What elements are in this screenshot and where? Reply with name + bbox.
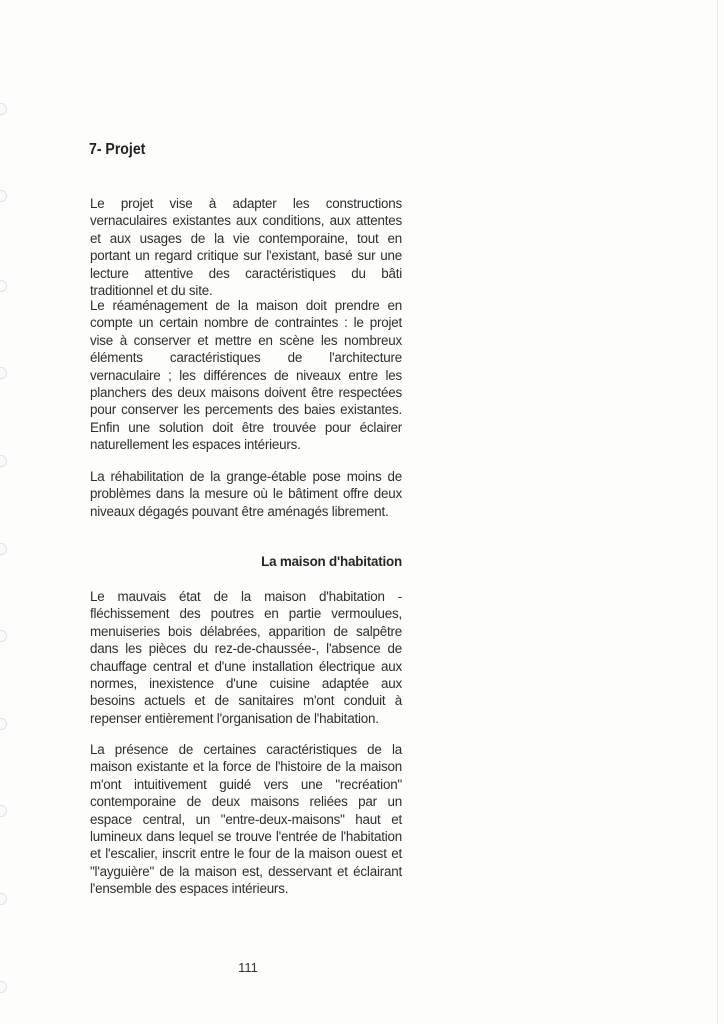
paragraph-barn: La réhabilitation de la grange-étable pose moins de problèmes dans la mesure où le bâtiment offre deux niveaux dégagés pouvant être aménagés librement. [90,469,402,519]
paragraph-constraints: Le réaménagement de la maison doit prendre en compte un certain nombre de contraintes : le projet vise à conserver et mettre en scène les nombreux éléments caractéristiques de l'architecture vernaculaire ; les différences de niveaux entre les planchers des deux maisons doivent être respectées pour conserver les percements des baies existantes. Enfin une solution doit être trouvée pour éclairer naturellement les espaces intérieurs. [90,298,402,453]
page-number: 111 [238,960,258,975]
binder-hole-mark [0,543,7,555]
binder-hole-mark [0,455,7,467]
binder-hole-mark [0,280,7,292]
subsection-heading: La maison d'habitation [261,554,402,569]
binder-hole-mark [0,805,7,817]
paragraph-house-condition: Le mauvais état de la maison d'habitation -fléchissement des poutres en partie vermoulues, menuiseries bois délabrées, apparition de salpêtre dans les pièces du rez-de-chaussée-, l'absence de chauffage central et d'une installation électrique aux normes, inexistence d'une cuisine adaptée aux besoins actuels et de sanitaires m'ont conduit à repenser entièrement l'organisation de l'habitation. [90,589,402,726]
section-title: 7- Projet [89,141,146,158]
binder-hole-mark [0,630,7,642]
paragraph-intro: Le projet vise à adapter les constructions vernaculaires existantes aux conditions, aux attentes et aux usages de la vie contemporaine, tout en portant un regard critique sur l'existant, basé sur une lecture attentive des caractéristiques du bâti traditionnel et du site. [90,196,402,299]
binder-hole-mark [0,103,7,115]
binder-hole-mark [0,718,7,730]
binder-hole-mark [0,981,7,993]
binder-hole-mark [0,893,7,905]
binder-hole-mark [0,367,7,379]
page-edge-line [717,0,718,1024]
binder-hole-mark [0,190,7,202]
paragraph-house-concept: La présence de certaines caractéristiques de la maison existante et la force de l'histoire de la maison m'ont intuitivement guidé vers une "recréation" contemporaine de deux maisons reliées par un espace central, un "entre-deux-maisons" haut et lumineux dans lequel se trouve l'entrée de l'habitation et l'escalier, inscrit entre le four de la maison ouest et "l'ayguière" de la maison est, desservant et éclairant l'ensemble des espaces intérieurs. [90,742,402,897]
